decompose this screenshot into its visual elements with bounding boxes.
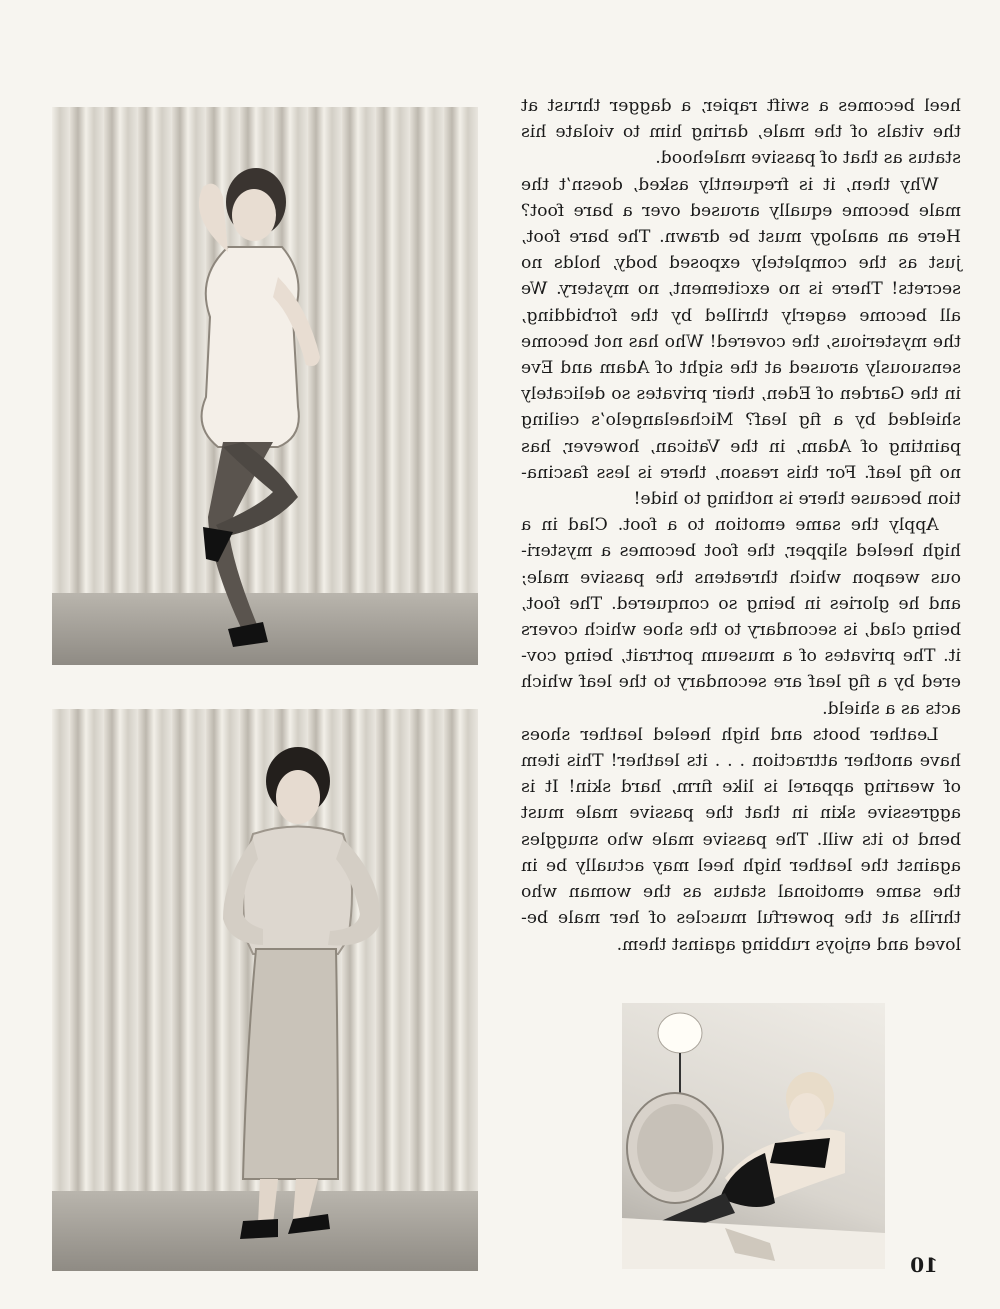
text-line: acts as a shield. xyxy=(822,698,961,719)
text-line: it. The privates of a museum portrait, being cov- xyxy=(521,646,961,667)
text-line: high heeled slipper, the foot becomes a mysteri- xyxy=(521,541,961,562)
text-line: of wearing apparel is like firm, hard skin! It is xyxy=(521,777,961,798)
bedroom-scene xyxy=(622,1003,885,1269)
text-line: against the leather high heel may actually be in xyxy=(521,855,961,876)
text-line: status as that of passive malehood. xyxy=(655,148,961,169)
text-line: ous weapon which threatens the passive male; xyxy=(521,567,961,588)
text-line: shielded by a fig leaf? Michaelangelo’s ceiling xyxy=(521,410,961,431)
text-line: tion because there is nothing to hide! xyxy=(633,489,961,510)
text-line: in the Garden of Eden, their privates so delicately xyxy=(521,384,961,405)
text-line: the same emotional status as the woman who xyxy=(521,882,961,903)
text-line: heel becomes a swift rapier, a dagger thrust at xyxy=(521,96,961,116)
figure-silhouette xyxy=(52,709,478,1271)
photo-bedroom xyxy=(622,1003,885,1269)
text-line: Why then, it is frequently asked, doesn’t the xyxy=(521,174,939,195)
text-line: sensuously aroused at the sight of Adam and Eve xyxy=(521,358,961,379)
text-line: painting of Adam, in the Vatican, however, has xyxy=(521,436,961,457)
text-line: secrets! There is no excitement, no mystery. We xyxy=(521,279,961,300)
text-line: just as the completely exposed body, holds no xyxy=(521,253,961,274)
figure-silhouette xyxy=(52,107,478,665)
text-line: all become eagerly thrilled by the forbidding, xyxy=(521,305,961,326)
text-line: ered by a fig leaf are secondary to the leaf which xyxy=(521,672,961,693)
text-line: the vitals of the male, daring him to violate his xyxy=(521,122,961,143)
text-line: no fig leaf. For this reason, there is less fascina- xyxy=(521,462,961,483)
text-line: and he glories in being so conquered. The foot, xyxy=(521,593,961,614)
text-line: loved and enjoys rubbing against them. xyxy=(616,934,961,955)
photo-sweater-skirt xyxy=(52,709,478,1271)
text-line: male become equally aroused over a bare foot? xyxy=(521,200,961,221)
article-text xyxy=(521,93,961,958)
text-line: Apply the same emotion to a foot. Clad in a xyxy=(521,515,939,536)
text-line: Here an analogy must be drawn. The bare foot, xyxy=(521,227,961,248)
text-line: have another attraction . . . its leather! This item xyxy=(521,751,961,772)
text-line: the mysterious, the covered! Who has not become xyxy=(521,331,961,352)
text-line: Leather boots and high heeled leather shoes xyxy=(521,724,939,745)
text-line: being clad, is secondary to the shoe which covers xyxy=(521,620,961,641)
text-line: bend to its will. The passive male who snuggles xyxy=(521,829,961,850)
photo-corset-pinup xyxy=(52,107,478,665)
text-line: aggressive skin in that the passive male must xyxy=(521,803,961,824)
text-line: thrills at the powerful muscles of her male be- xyxy=(521,908,961,929)
page-number: 10 xyxy=(910,1253,938,1277)
